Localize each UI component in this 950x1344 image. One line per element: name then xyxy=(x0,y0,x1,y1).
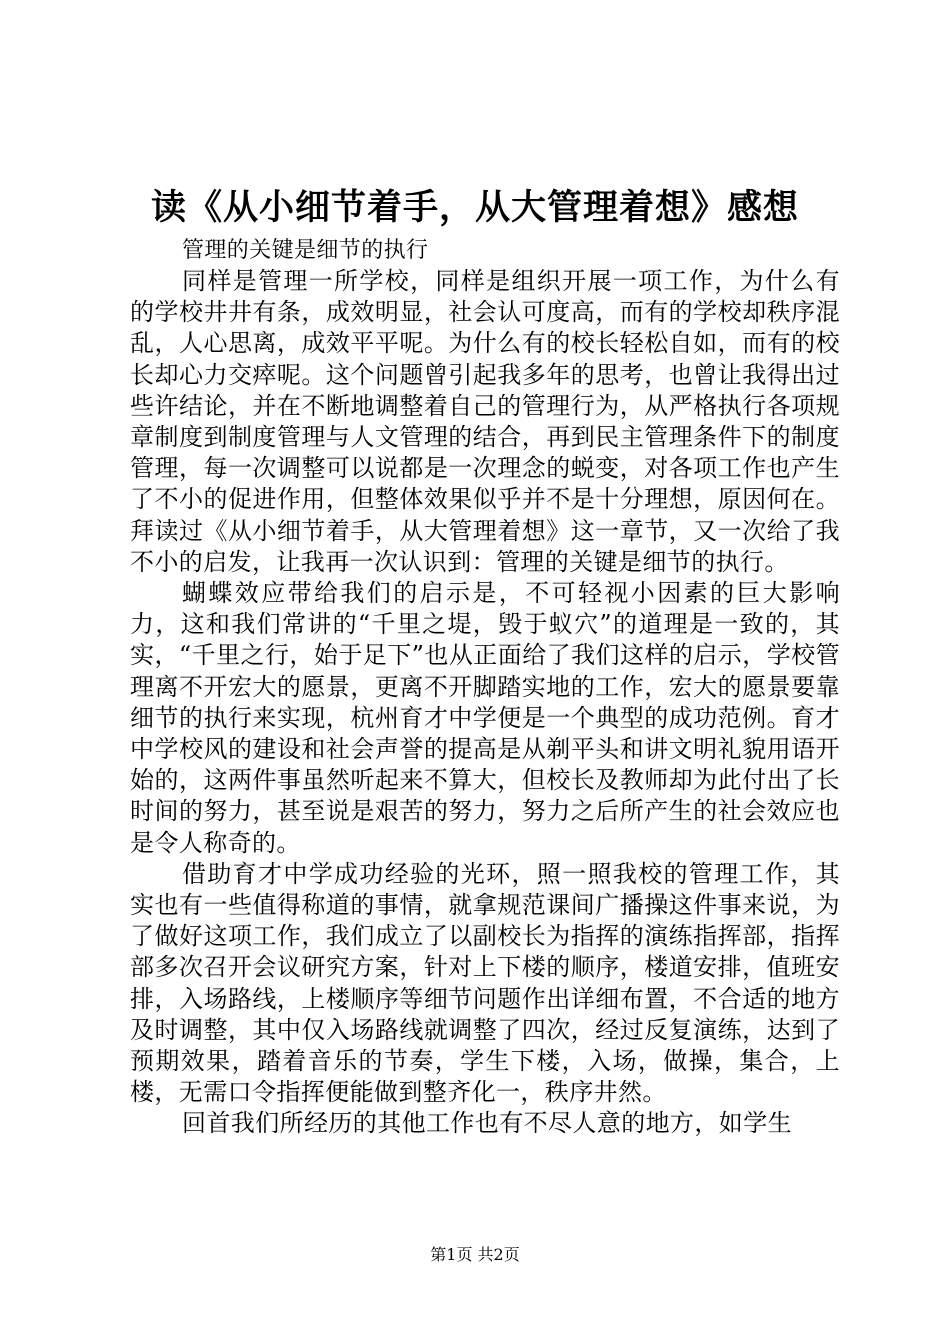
page-number-footer: 第1页 共2页 xyxy=(430,1245,520,1264)
paragraph-2: 蝴蝶效应带给我们的启示是，不可轻视小因素的巨大影响力，这和我们常讲的“千里之堤，毁于蚁穴”的道理是一致的，其实，“千里之行，始于足下”也从正面给了我们这样的启示，学校管理离不开宏大的愿景，更离不开脚踏实地的工作，宏大的愿景要靠细节的执行来实现，杭州育才中学便是一个典型的成功范例。育才中学校风的建设和社会声誉的提高是从剃平头和讲文明礼貌用语开始的，这两件事虽然听起来不算大，但校长及教师却为此付出了长时间的努力，甚至说是艰苦的努力，努力之后所产生的社会效应也是令人称奇的。 xyxy=(130,579,840,857)
document-body xyxy=(130,235,840,1140)
paragraph-3: 借助育才中学成功经验的光环，照一照我校的管理工作，其实也有一些值得称道的事情，就拿规范课间广播操这件事来说，为了做好这项工作，我们成立了以副校长为指挥的演练指挥部，指挥部多次召开会议研究方案，针对上下楼的顺序，楼道安排，值班安排，入场路线，上楼顺序等细节问题作出详细布置，不合适的地方及时调整，其中仅入场路线就调整了四次，经过反复演练，达到了预期效果，踏着音乐的节奏，学生下楼，入场，做操，集合，上楼，无需口令指挥便能做到整齐化一，秩序井然。 xyxy=(130,859,840,1107)
section-subheading: 管理的关键是细节的执行 xyxy=(182,238,429,263)
paragraph-4: 回首我们所经历的其他工作也有不尽人意的地方，如学生 xyxy=(182,1109,792,1138)
document-title: 读《从小细节着手，从大管理着想》感想 xyxy=(150,187,799,228)
paragraph-1: 同样是管理一所学校，同样是组织开展一项工作，为什么有的学校井井有条，成效明显，社会认可度高，而有的学校却秩序混乱，人心思离，成效平平呢。为什么有的校长轻松自如，而有的校长却心力交瘁呢。这个问题曾引起我多年的思考，也曾让我得出过些许结论，并在不断地调整着自己的管理行为，从严格执行各项规章制度到制度管理与人文管理的结合，再到民主管理条件下的制度管理，每一次调整可以说都是一次理念的蜕变，对各项工作也产生了不小的促进作用，但整体效果似乎并不是十分理想，原因何在。拜读过《从小细节着手，从大管理着想》这一章节，又一次给了我不小的启发，让我再一次认识到：管理的关键是细节的执行。 xyxy=(130,267,840,576)
